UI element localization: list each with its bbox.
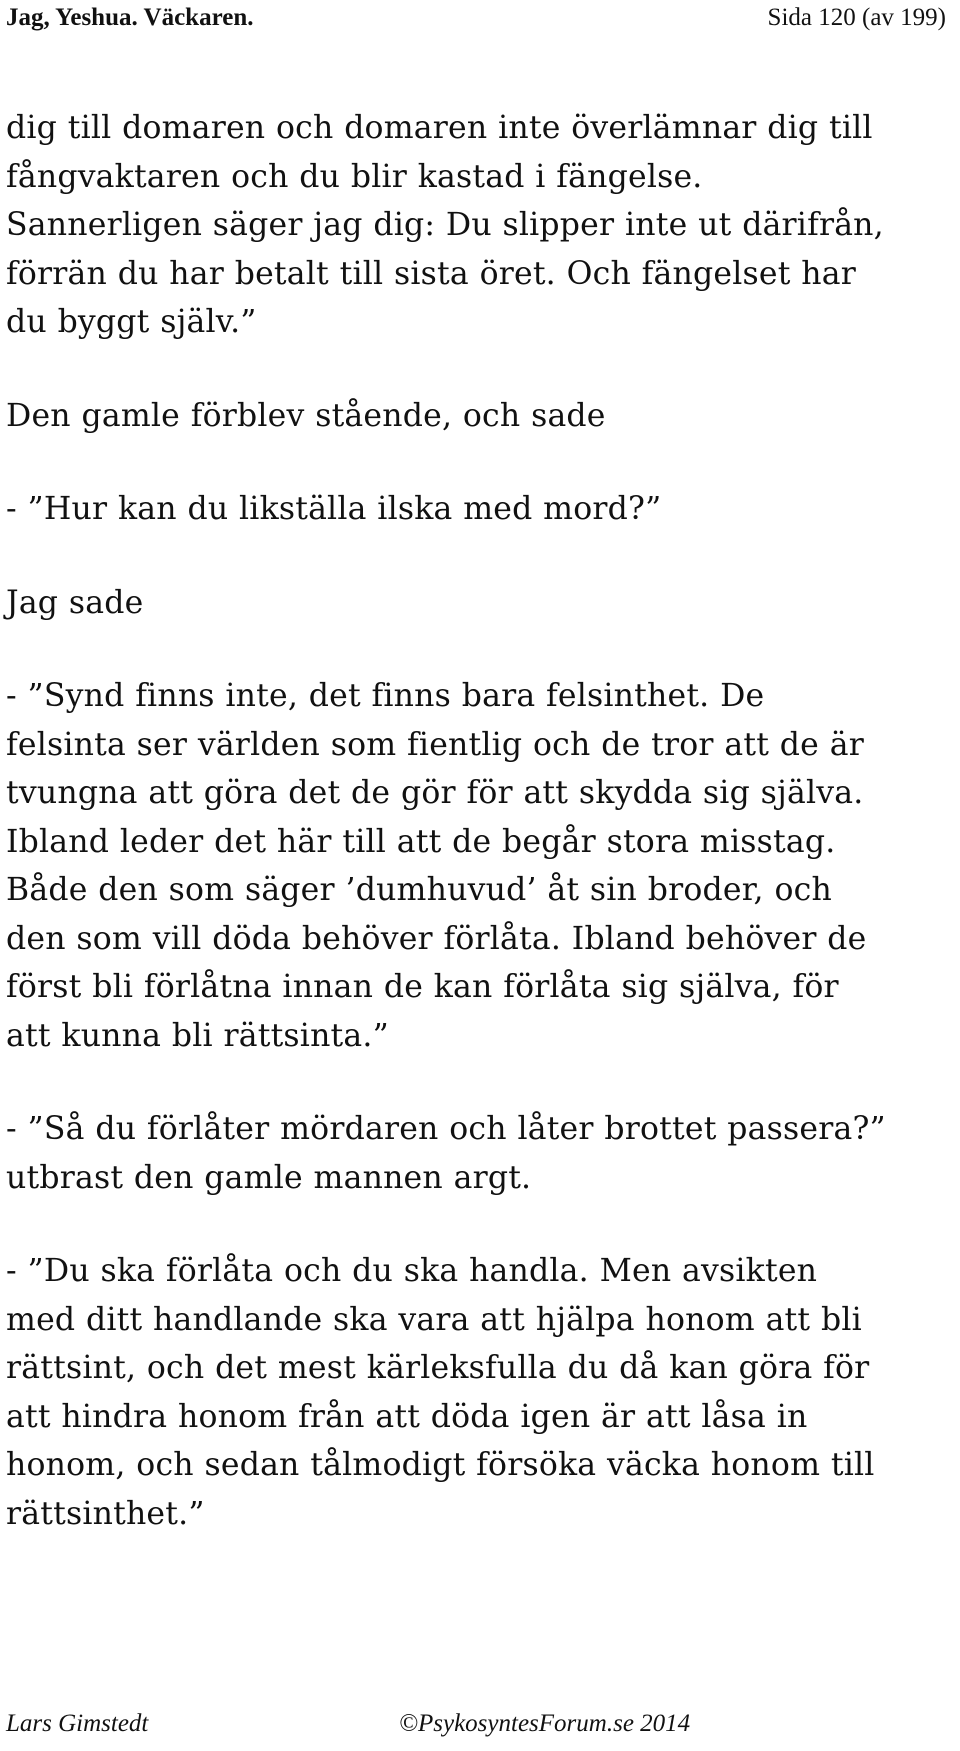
footer-copyright: ©PsykosyntesForum.se 2014 [399, 1710, 691, 1737]
page-header [6, 0, 946, 46]
paragraph: Den gamle förblev stående, och sade [6, 397, 606, 434]
paragraph: dig till domaren och domaren inte överlämnar dig till fångvaktaren och du blir kastad i fängelse. Sannerligen säger jag dig: Du slipper inte ut därifrån, förrän du har betalt till sista öret. Och fängelset har du byggt själv.” [6, 110, 884, 340]
footer-author: Lars Gimstedt [6, 1710, 149, 1737]
page-body [6, 104, 956, 1538]
document-title: Jag, Yeshua. Väckaren. [6, 4, 254, 31]
paragraph: - ”Synd finns inte, det finns bara felsinthet. De felsinta ser världen som fientlig och de tror att de är tvungna att göra det de gör för att skydda sig själva. Ibland leder det här till att de begår stora misstag. Både den som säger ’dumhuvud’ åt sin broder, och den som vill döda behöver förlåta. Ibland behöver de först bli förlåtna innan de kan förlåta sig själva, för att kunna bli rättsinta.” [6, 678, 867, 1054]
paragraph: - ”Du ska förlåta och du ska handla. Men avsikten med ditt handlande ska vara att hjälpa honom att bli rättsint, och det mest kärleksfulla du då kan göra för att hindra honom från att döda igen är att låsa in honom, och sedan tålmodigt försöka väcka honom till rättsinthet.” [6, 1253, 875, 1532]
page-number: Sida 120 (av 199) [767, 4, 946, 31]
page-footer [6, 1710, 946, 1746]
paragraph: - ”Hur kan du likställa ilska med mord?” [6, 491, 662, 527]
paragraph: Jag sade [6, 584, 144, 621]
paragraph: - ”Så du förlåter mördaren och låter brottet passera?” utbrast den gamle mannen argt. [6, 1111, 886, 1196]
